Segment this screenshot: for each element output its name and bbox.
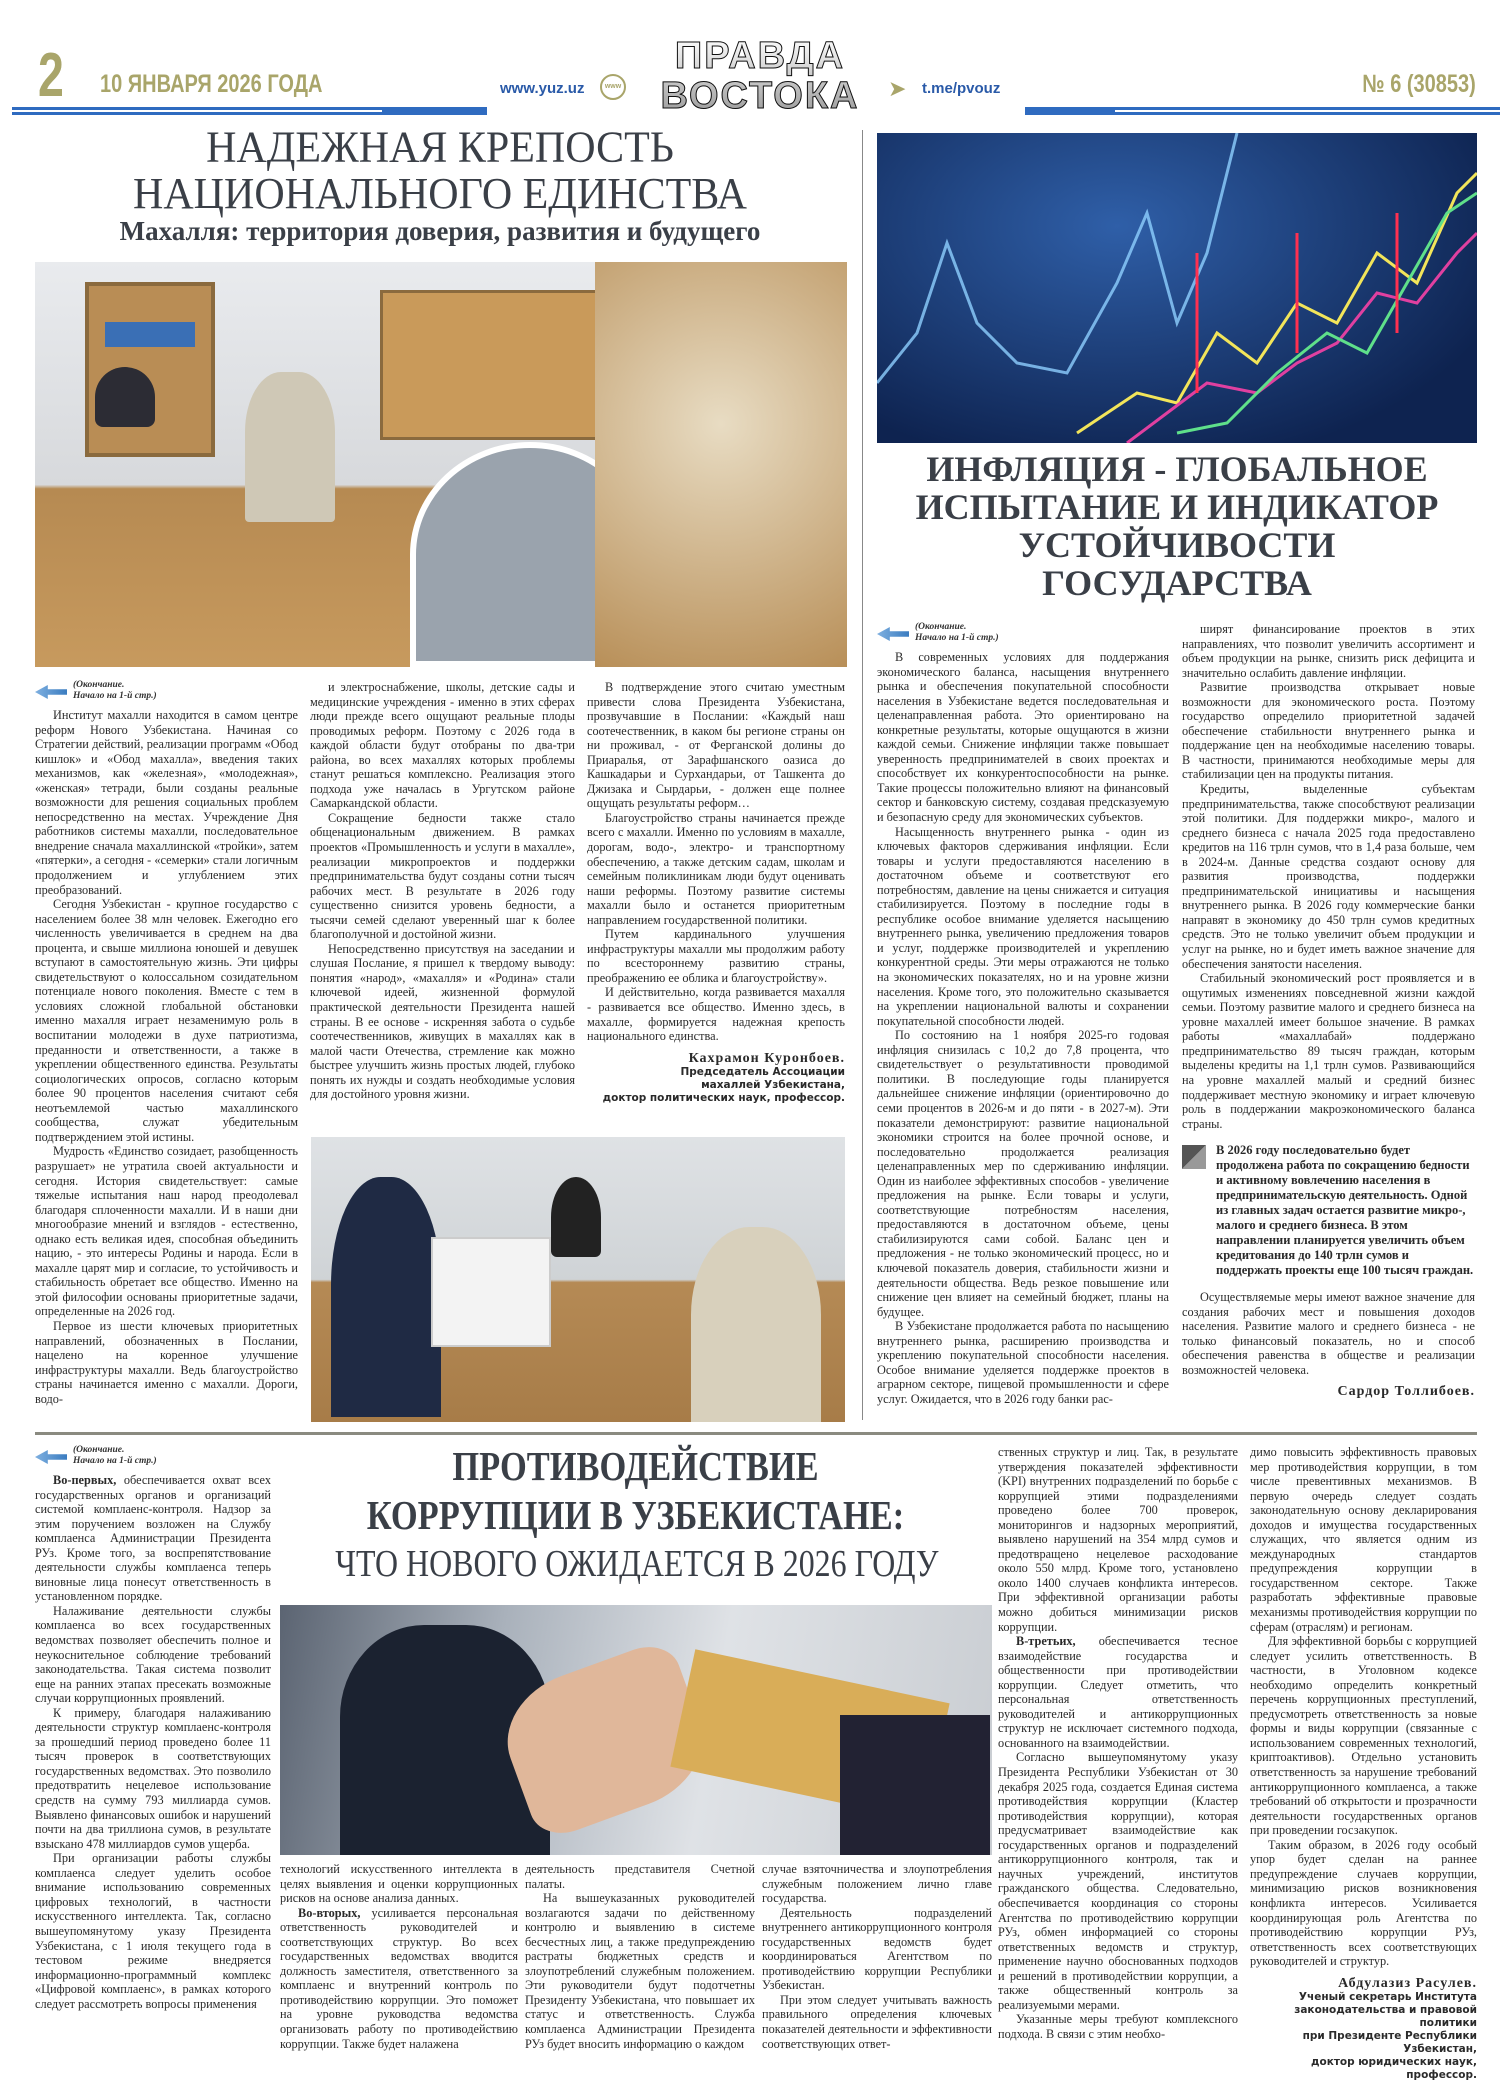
telegram-link[interactable]: t.me/pvouz (922, 80, 1001, 97)
paragraph-text: Стабильный экономический рост проявляется и в ощутимых изменениях повседневной жизни каждой семьи. Поэтому развитие малого и среднего бизнеса на уровне махаллей имеет большое значение. В рамках работы «махаллабай» поддержано предпринимательство 89 тысяч граждан, которым выделены кредиты на 1,1 трлн сумов. Развивающийся на уровне махаллей малый и средний бизнес поддерживает местную экономику и играет ключевую роль в поддержании макроэкономического баланса страны. (1182, 971, 1475, 1131)
paragraph-text: На вышеуказанных руководителей возлагаются задачи по действенному контролю и выявлению в системе бесчестных лиц, а также предупреждению растраты бюджетных средств и злоупотреблений служебным положением. Эти руководители будут подотчетны Президенту Узбекистана, что повышает их статус и ответственность. Служба комплаенса Администрации Президента РУз будет вносить информацию о каждом (525, 1891, 755, 2051)
paragraph-lead: В-третьих, (1016, 1634, 1076, 1649)
paragraph (1182, 782, 1475, 971)
paragraph (877, 1319, 1169, 1406)
paragraph (35, 1319, 298, 1406)
article2-column-1 (877, 622, 1169, 1422)
paragraph (35, 1144, 298, 1319)
paragraph-text: Согласно вышеупомянутому указу Президента Республики Узбекистан от 30 декабря 2025 года, создается Единая система противодействия коррупции (Кластер противодействия коррупции), которая предусматривает взаимодействие как государственных органов и подразделений антикоррупционного контроля, так и научных учреждений, институтов гражданского общества. Следовательно, обеспечивается координация со стороны Агентства по противодействию коррупции РУз, обмен информацией со стороны ответственных ведомств и структур, применение научно обоснованных подходов и решений в противодействии коррупции, а также общественный контроль за реализуемыми мерами. (998, 1750, 1238, 2012)
paragraph (762, 1862, 992, 1906)
continued-note: (Окончание. Начало на 1-й стр.) (877, 622, 1169, 650)
article3-title-line-1: ПРОТИВОДЕЙСТВИЕ (452, 1443, 819, 1489)
paragraph (1182, 680, 1475, 782)
paragraph-text: И действительно, когда развивается махалля - развивается все общество. Именно здесь, в махалле, формируется надежная крепость национального единства. (587, 985, 845, 1044)
paragraph-text: деятельность представителя Счетной палаты. (525, 1862, 755, 1891)
telegram-icon: ➤ (888, 76, 907, 101)
author-name: Абдулазиз Расулев. (1338, 1975, 1477, 1991)
market-chart-image (877, 133, 1477, 443)
paragraph-text: ширят финансирование проектов в этих направлениях, что позволит увеличить ассортимент и объем продукции на рынке, снизить риск дефицита и значительно ослабить давление инфляции. (1182, 622, 1475, 680)
paragraph-text: Насыщенность внутреннего рынка - один из ключевых факторов сдерживания инфляции. Если товары и услуги предоставляются населению в достаточном объеме и соответствуют его потребностям, давление на цены снижается и ситуация стабилизируется. Поэтому в последние годы в республике особое внимание уделяется насыщению внутреннего рынка, увеличению предложения товаров и услуг, поддержке производителей и укреплению конкурентной среды. Эти меры отражаются не только на экономических показателях, но и на уровне жизни населения. Кроме того, это положительно сказывается на укреплении национальной валюты и сохранении покупательной способности людей. (877, 824, 1169, 1028)
article3-column-6 (1250, 1445, 1477, 2095)
article3-column-4 (762, 1862, 992, 2095)
paragraph-text: технологий искусственного интеллекта в целях выявления и оценки коррупционных рисков на основе анализа данных. (280, 1862, 518, 1906)
article1-subtitle: Махалля: территория доверия, развития и будущего (119, 216, 761, 246)
paragraph-text: Таким образом, в 2026 году особый упор будет сделан на раннее предупреждение случаев коррупции, минимизацию рисков возникновения конфликта интересов. Усиливается координирующая роль Агентства по противодействию коррупции РУз, ответственность всех соответствующих руководителей и структур. (1250, 1837, 1477, 1969)
continued-note: (Окончание. Начало на 1-й стр.) (35, 680, 298, 708)
paragraph-text: При этом следует учитывать важность правильного определения ключевых показателей деятельности и эффективности соответствующих ответ- (762, 1992, 992, 2051)
column-divider (862, 130, 863, 1420)
website-link[interactable]: www.yuz.uz (500, 80, 585, 97)
paragraph (35, 897, 298, 1144)
paragraph-text: и электроснабжение, школы, детские сады и медицинские учреждения - именно в этих сферах люди прежде всего ощущают реальные плоды проводимых реформ. Поэтому с 2026 года в каждой области будут отобраны по два-три района, во всех махаллях которых проблемы станут решаться комплексно. Реализация этого подхода уже началась в Ургутском районе Самаркандской области. (310, 680, 575, 811)
paragraph-text: Указанные меры требуют комплексного подхода. В связи с этим необхо- (998, 2012, 1238, 2041)
article1-column-3 (587, 680, 845, 1130)
paragraph (762, 1993, 992, 2051)
article3-column-2 (280, 1862, 518, 2095)
paragraph (587, 811, 845, 927)
paragraph-text: Институт махалли находится в самом центре реформ Нового Узбекистана. Начиная со Стратегии действий, реализации программ «Обод кишлок» и «Обод махалла», введения таких механизмов, как «железная», «молодежная», «женская» тетради, были созданы реальные возможности для решения социальных проблем непосредственно на местах. Учреждение Дня работников системы махалли, последовательное внедрение сначала махаллинской «тройки», затем «пятерки», а сегодня - «семерки» стали логичным продолжением и углублением этих преобразований. (35, 708, 298, 897)
paragraph (998, 1445, 1238, 1634)
paragraph (35, 1851, 271, 2011)
paragraph (525, 1862, 755, 1891)
author-name: Кахрамон Куронбоев. (688, 1050, 845, 1066)
paragraph-text: ственных структур и лиц. Так, в результате утверждения показателей эффективности (KPI) внутренних подразделений по борьбе с коррупцией этими подразделениями проведено более 700 проверок, мониторингов и надзорных мероприятий, выявлено нарушений на 354 млрд сумов и предотвращено нецелевое расходование около 550 млрд. Кроме того, установлено около 1400 случаев конфликта интересов. При эффективной организации работы можно добиться минимизации рисков коррупции. (998, 1445, 1238, 1634)
paragraph (877, 825, 1169, 1029)
paragraph-text: Сокращение бедности также стало общенациональным движением. В рамках проектов «Промышленность и услуги в махалле», реализации микропроектов и поддержки предпринимательства будут созданы сотни тысяч рабочих мест. В результате в 2026 году существенно снизится уровень бедности, а тысячи семей сделают уверенный шаг к более благополучной и достойной жизни. (310, 810, 575, 942)
paragraph (587, 985, 845, 1043)
paragraph (35, 1604, 271, 1706)
paragraph-text: случае взяточничества и злоупотребления служебным положением лично главе государства. (762, 1862, 992, 1906)
paragraph-text: димо повысить эффективность правовых мер противодействия коррупции, в том числе превентивных механизмов. В первую очередь следует создать законодательную основу декларирования доходов и имущества государственных служащих, что является одним из международных стандартов предупреждения коррупции в государственном секторе. Также разработать эффективные правовые механизмы противодействия коррупции по сферам (отраслям) и регионам. (1250, 1445, 1477, 1634)
issue-date: 10 ЯНВАРЯ 2026 ГОДА (100, 70, 323, 98)
paragraph-text: Благоустройство страны начинается прежде всего с махалли. Именно по условиям в махалле, дорогам, водо-, электро- и транспортному обеспечению, а также детским садам, школам и семейным поликлиникам люди будут оценивать наши реформы. Поэтому развитие системы махалли было и останется приоритетным направлением государственной политики. (587, 810, 845, 927)
paragraph (998, 1750, 1238, 2012)
paragraph-text: Деятельность подразделений внутреннего антикоррупционного контроля государственных ведомств будет координироваться Агентством по противодействию коррупции Республики Узбекистан. (762, 1905, 992, 1993)
paragraph-lead: Во-первых, (53, 1473, 117, 1487)
paragraph (762, 1906, 992, 1993)
paragraph-text: Развитие производства открывает новые возможности для экономического роста. Поэтому государство определило приоритетной задачей обеспечение стабильности внутреннего рынка и поддержание цен на необходимые населению товары. В частности, принимаются необходимые меры для стабилизации цен на продукты питания. (1182, 680, 1475, 782)
paragraph-lead: Во-вторых, (298, 1905, 361, 1920)
article1-title: НАДЕЖНАЯ КРЕПОСТЬ НАЦИОНАЛЬНОГО ЕДИНСТВА (133, 123, 747, 219)
paragraph (310, 811, 575, 942)
author-name: Сардор Толлибоев. (1337, 1384, 1475, 1400)
paragraph-text: Непосредственно присутствуя на заседании и слушая Послание, я пришел к твердому выводу: понятия «народ», «махалля» и «Родина» стали ключевой идеей, жизненной формулой практической деятельности Президента нашей страны. В ее основе - искренняя забота о судьбе соотечественников, живущих в махаллях как в малой части Отечества, стремление как можно быстрее улучшить жизнь простых людей, глубоко понять их нужды и создать необходимые условия для достойного уровня жизни. (310, 941, 575, 1102)
page-number: 2 (38, 41, 64, 110)
paragraph (1182, 971, 1475, 1131)
paragraph (280, 1906, 518, 2051)
highlight-box: В 2026 году последовательно будет продолжена работа по сокращению бедности и активному вовлечению населения в предпринимательскую деятельность. Одной из главных задач остается развитие микро-, малого и среднего бизнеса. В этом направлении планируется увеличить объем кредитования до 140 трлн сумов и поддержать проекты еще 100 тысяч граждан. (1182, 1143, 1475, 1278)
paragraph-text: усиливается персональная ответственность руководителей и соответствующих структур. Во всех государственных ведомствах вводится должность заместителя, ответственного за комплаенс и внутренний контроль по противодействию коррупции. Это поможет на уровне руководства ведомства организовать работу по противодействию коррупции. Также будет налажена (280, 1905, 518, 2051)
mahalla-meeting-photo (311, 1137, 845, 1422)
paragraph-text: Налаживание деятельности службы комплаенса во всех государственных ведомствах позволяет обеспечить полное и неукоснительное соблюдение требований законодательства. Такая система позволит еще на ранних этапах пресекать возможные случаи коррупционных проявлений. (35, 1603, 271, 1706)
paragraph (998, 2012, 1238, 2041)
paragraph-text: К примеру, благодаря налаживанию деятельности структур комплаенс-контроля за прошедший период проведено более 11 тысяч проверок в соответствующих государственных ведомствах. Это позволило предотвратить нецелевое использование средств на сумму 793 миллиарда сумов. Выявлено финансовых ошибок и нарушений почти на два триллиона сумов, в результате взыскано 478 миллиардов сумов ущерба. (35, 1705, 271, 1851)
paragraph-text: Для эффективной борьбы с коррупцией следует усилить ответственность. В частности, в Уголовном кодексе необходимо определить конкретный перечень коррупционных преступлений, предусмотреть ответственность за новые формы и виды коррупции (связанные с использованием современных технологий, криптоактивов). Отдельно установить ответственность за нарушение требований антикоррупционного комплаенса, а также требований об открытости и прозрачности деятельности государственных органов при проведении госзакупок. (1250, 1634, 1477, 1838)
article3-title-line-2: КОРРУПЦИИ В УЗБЕКИСТАНЕ: (366, 1492, 905, 1538)
paragraph-text: В современных условиях для поддержания экономического баланса, насыщения внутреннего рынка и обеспечения покупательной способности населения в Узбекистане ведется последовательная и целенаправленная работа. Это ориентировано на конкретные результаты, которые ощущаются в жизни каждой семьи. Снижение инфляции также повышает уверенность предпринимателей в своих проектах и способствует их конкурентоспособности на рынке. Такие процессы положительно влияют на финансовый сектор и банковскую систему, создавая предсказуемую и безопасную среду для экономических субъектов. (877, 650, 1169, 825)
paragraph (1250, 1838, 1477, 1969)
paragraph (35, 1473, 271, 1604)
article2-column-2 (1182, 622, 1475, 1422)
paragraph (877, 1028, 1169, 1319)
paragraph-text: обеспечивается тесное взаимодействие государства и общественности при противодействии коррупции. Следует отметить, что персональная ответственность руководителей и антикоррупционных структур не исключает системного подхода, основанного на взаимодействии. (998, 1634, 1238, 1750)
paragraph (525, 1891, 755, 2051)
paragraph-text: По состоянию на 1 ноября 2025-го годовая инфляция снизилась с 10,2 до 7,8 процента, что свидетельствует о результативности проводимой политики. В последующие годы планируется дальнейшее снижение инфляции (ориентировочно до семи процентов в 2026-м и до пяти - в 2027-м). Эти показатели демонстрируют: развитие национальной экономики строится на более прочной основе, и последовательно продолжается реализация целенаправленных мер по сдерживанию инфляции. Один из наиболее эффективных способов - увеличение предложения на рынке. Если товары и услуги, соответствующие потребностям населения, предоставляются в достаточном объеме, цены стабилизируются сами собой. Баланс цен и предложения - не только экономический процесс, но и ключевой показатель доверия, стабильности жизни и деятельности общества. Ведь резкое повышение или снижение цен влияет на семейный бюджет, планы на будущее. (877, 1028, 1169, 1319)
stock-lines-graphic (877, 133, 1477, 443)
closing-paragraph: Осуществляемые меры имеют важное значение для создания рабочих мест и повышения доходов населения. Развитие малого и среднего бизнеса - не только финансовый показатель, но и способ обеспечения равенства в обществе и реализации возможностей человека. (1182, 1290, 1475, 1377)
paragraph (310, 942, 575, 1102)
article3-column-5 (998, 1445, 1238, 2095)
paragraph (1182, 622, 1475, 680)
anti-corruption-photo (280, 1605, 992, 1855)
paragraph (1250, 1445, 1477, 1634)
continued-note: (Окончание. Начало на 1-й стр.) (35, 1445, 271, 1473)
paragraph (587, 927, 845, 985)
paragraph-text: При организации работы службы комплаенса следует уделить особое внимание использованию современных цифровых технологий, в частности искусственного интеллекта. Так, согласно вышеупомянутому указу Президента Узбекистана, с 1 июля текущего года в тестовом режиме внедряется информационно-программный комплекс «Цифровой комплаенс», в рамках которого следует рассмотреть вопросы применения (35, 1851, 271, 2011)
paragraph (587, 680, 845, 811)
mahalla-office-photo (35, 262, 847, 667)
article3-title (278, 1442, 993, 1589)
header-rule-left (12, 107, 487, 115)
issue-number: № 6 (30853) (1362, 70, 1476, 98)
paragraph-text: В подтверждение этого считаю уместным привести слова Президента Узбекистана, прозвучавшие в Послании: «Каждый наш соотечественник, в каком бы регионе страны он ни проживал, - от Ферганской долины до Приаралья, от Зарафшанского оазиса до Кашкадарьи и Сурхандарьи, от Ташкента до Джизака и Сырдарьи, - должен еще полнее ощущать результаты реформ… (587, 680, 845, 811)
section-divider (35, 1432, 1477, 1435)
paragraph (35, 1706, 271, 1851)
article3-column-3 (525, 1862, 755, 2095)
header-rule-right (1025, 107, 1500, 115)
paragraph-text: В Узбекистане продолжается работа по насыщению внутреннего рынка, расширению производства и укреплению покупательной способности населения. Особое внимание уделяется поддержке проектов в аграрном секторе, пищевой промышленности и сфере услуг. Ожидается, что в 2026 году банки рас- (877, 1319, 1169, 1406)
author-title: Председатель Ассоциации махаллей Узбекистана, доктор политических наук, профессор. (602, 1066, 845, 1105)
paragraph-text: обеспечивается охват всех государственных органов и организаций системой комплаенс-контроля. Надзор за этим поручением возложен на Службу комплаенса Администрации Президента РУз. Кроме того, за воспрепятствование деятельности службы комплаенса теперь виновные лица понесут ответственность в установленном порядке. (35, 1473, 271, 1604)
paragraph-text: Путем кардинального улучшения инфраструктуры махалли мы продолжим работу по всестороннему развитию страны, преображению ее облика и благоустройству». (587, 927, 845, 985)
article3-column-1 (35, 1445, 271, 2095)
paragraph (877, 650, 1169, 825)
paragraph (310, 680, 575, 811)
author-title: Ученый секретарь Института законодательства и правовой политики при Президенте Республики Узбекистан, доктор юридических наук, профессор. (1294, 1991, 1477, 2082)
paragraph-text: Сегодня Узбекистан - крупное государство с населением более 38 млн человек. Ежегодно его численность увеличивается в среднем на два процента, и свыше миллиона юношей и девушек вступают в самостоятельную жизнь. Эти цифры свидетельствуют о колоссальном созидательном потенциале нового поколения. Вместе с тем в условиях сложной глобальной обстановки именно махалля играет незаменимую роль в воспитании молодежи в духе патриотизма, преданности и ответственности, а также в укреплении общественного единства. Результаты социологических опросов, согласно которым более 90 процентов населения считают себя неотъемлемой частью махаллинского сообщества, служат убедительным подтверждением этой истины. (35, 897, 298, 1144)
paragraph (1250, 1634, 1477, 1838)
article1-column-2 (310, 680, 575, 1125)
globe-icon: www (600, 74, 626, 100)
paragraph (998, 1634, 1238, 1750)
article1-column-1 (35, 680, 298, 1425)
paragraph-text: Первое из шести ключевых приоритетных направлений, обозначенных в Послании, нацелено на коренное улучшение инфраструктуры махалли. Ведь благоустройство страны начинается именно с махалли. Дороги, водо- (35, 1318, 298, 1406)
paragraph-text: Кредиты, выделенные субъектам предпринимательства, также способствуют реализации этой политики. Для поддержки микро-, малого и среднего бизнеса с начала 2025 года предоставлено кредитов на 116 трлн сумов, что в 1,4 раза больше, чем в 2024-м. Данные средства создают основу для развития производства, поддержки предпринимательской инициативы и насыщения внутреннего рынка. В 2026 году коммерческие банки направят в экономику до 450 трлн сумов кредитных средств. Это не только увеличит объем продукции и услуг на рынке, но и будет иметь важное значение для обеспечения занятости населения. (1182, 782, 1475, 971)
article3-title-line-3: ЧТО НОВОГО ОЖИДАЕТСЯ В 2026 ГОДУ (335, 1543, 939, 1585)
paragraph (35, 708, 298, 897)
paragraph-text: Мудрость «Единство созидает, разобщенность разрушает» не утратила своей актуальности и сегодня. История свидетельствует: самые тяжелые испытания наш народ преодолевал благодаря сплоченности махалли. И в наши дни многообразие мнений и взглядов - естественно, однако есть великая идея, способная объединить нацию, - это интересы Родины и народа. Если в махалле царят мир и согласие, то устойчивость и стабильность обретает все общество. Именно на этой философии основаны приоритетные задачи, определенные на 2026 год. (35, 1144, 298, 1319)
article2-title: ИНФЛЯЦИЯ - ГЛОБАЛЬНОЕ ИСПЫТАНИЕ И ИНДИКАТОР УСТОЙЧИВОСТИ ГОСУДАРСТВА (915, 449, 1439, 603)
paragraph (280, 1862, 518, 1906)
newspaper-logo: ПРАВДА ВОСТОКА (660, 35, 860, 117)
